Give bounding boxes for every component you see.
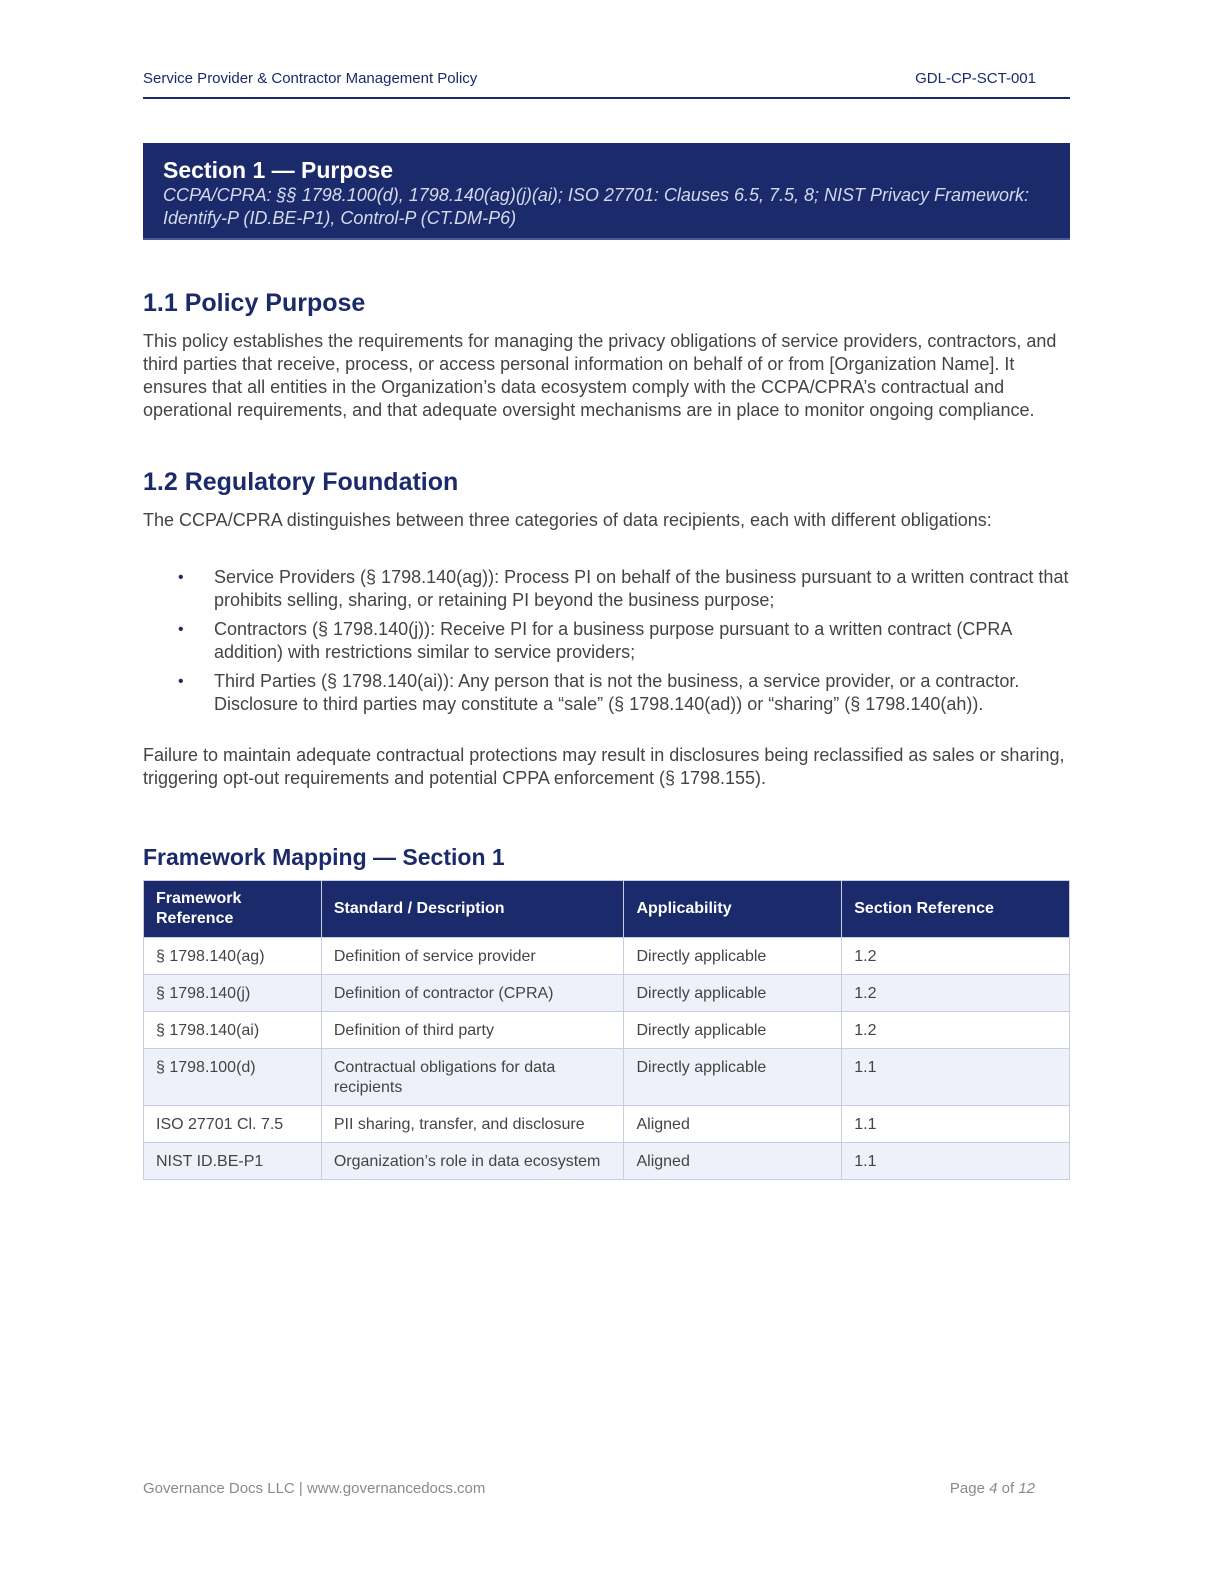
- framework-mapping-table: [143, 880, 1070, 1180]
- bullet-icon: •: [178, 621, 184, 638]
- list-item: [143, 670, 1073, 716]
- table-cell: Definition of third party: [321, 1012, 624, 1049]
- list-item-text: Third Parties (§ 1798.140(ai)): Any person that is not the business, a service provider, or a contractor. Disclosure to third parties may constitute a “sale” (§ 1798.140(ad)) or “sharing” (§ 1798.140(ah)).: [214, 671, 1020, 714]
- table-cell: ISO 27701 Cl. 7.5: [144, 1106, 322, 1143]
- framework-mapping-heading: Framework Mapping — Section 1: [143, 844, 505, 870]
- table-row: [144, 1106, 1070, 1143]
- table-cell: 1.2: [842, 938, 1070, 975]
- list-item: [143, 618, 1073, 664]
- page-total: 12: [1018, 1480, 1035, 1497]
- table-cell: Definition of contractor (CPRA): [321, 975, 624, 1012]
- bullet-icon: •: [178, 569, 184, 586]
- column-header: Standard / Description: [321, 881, 624, 938]
- table-row: [144, 975, 1070, 1012]
- document-title: Service Provider & Contractor Management Policy: [143, 70, 478, 87]
- table-cell: § 1798.140(ag): [144, 938, 322, 975]
- table-cell: 1.1: [842, 1143, 1070, 1180]
- section-title: Section 1 — Purpose: [163, 157, 394, 183]
- page-number: [950, 1480, 1070, 1497]
- table-cell: 1.2: [842, 1012, 1070, 1049]
- table-header-row: [144, 881, 1070, 938]
- table-cell: Definition of service provider: [321, 938, 624, 975]
- table-cell: Aligned: [624, 1106, 842, 1143]
- footer-company: Governance Docs LLC | www.governancedocs.com: [143, 1480, 486, 1497]
- table-row: [144, 1012, 1070, 1049]
- bullet-icon: •: [178, 673, 184, 690]
- column-header: Applicability: [624, 881, 842, 938]
- table-cell: 1.1: [842, 1049, 1070, 1106]
- table-row: [144, 1143, 1070, 1180]
- table-cell: Directly applicable: [624, 1049, 842, 1106]
- column-header: Framework Reference: [144, 881, 322, 938]
- list-item-text: Service Providers (§ 1798.140(ag)): Process PI on behalf of the business pursuant to a written contract that prohibits selling, sharing, or retaining PI beyond the business purpose;: [214, 567, 1069, 610]
- column-header: Section Reference: [842, 881, 1070, 938]
- table-row: [144, 1049, 1070, 1106]
- table-cell: § 1798.140(j): [144, 975, 322, 1012]
- table-cell: Directly applicable: [624, 1012, 842, 1049]
- table-cell: § 1798.140(ai): [144, 1012, 322, 1049]
- table-cell: PII sharing, transfer, and disclosure: [321, 1106, 624, 1143]
- regulatory-closing: Failure to maintain adequate contractual protections may result in disclosures being reclassified as sales or sharing, triggering opt-out requirements and potential CPPA enforcement (§ 1798.155).: [143, 745, 1065, 788]
- page-header: [143, 70, 1070, 99]
- regulatory-intro: The CCPA/CPRA distinguishes between three categories of data recipients, each with different obligations:: [143, 510, 992, 530]
- page-current: 4: [989, 1480, 998, 1497]
- page-label: Page: [949, 1480, 985, 1497]
- table-cell: 1.1: [842, 1106, 1070, 1143]
- table-cell: Directly applicable: [624, 938, 842, 975]
- list-item: [143, 566, 1073, 612]
- table-cell: NIST ID.BE-P1: [144, 1143, 322, 1180]
- document-id: GDL-CP-SCT-001: [915, 70, 1036, 87]
- recipient-categories-list: [143, 566, 1073, 722]
- table-row: [144, 938, 1070, 975]
- policy-purpose-body: This policy establishes the requirements for managing the privacy obligations of service providers, contractors, and third parties that receive, process, or access personal information on behalf of or from [Organization Name]. It ensures that all entities in the Organization’s data ecosystem comply with the CCPA/CPRA’s contractual and operational requirements, and that adequate oversight mechanisms are in place to monitor ongoing compliance.: [143, 331, 1057, 420]
- section-banner: [143, 143, 1070, 240]
- page-footer: [143, 1480, 1070, 1497]
- heading-regulatory-foundation: 1.2 Regulatory Foundation: [143, 468, 459, 496]
- section-citations: CCPA/CPRA: §§ 1798.100(d), 1798.140(ag)(j)(ai); ISO 27701: Clauses 6.5, 7.5, 8; NIST Privacy Framework: Identify-P (ID.BE-P1), Control-P (CT.DM-P6): [163, 185, 1030, 228]
- table-cell: Directly applicable: [624, 975, 842, 1012]
- page-of: of: [1001, 1480, 1015, 1497]
- table-cell: Organization’s role in data ecosystem: [321, 1143, 624, 1180]
- table-cell: Aligned: [624, 1143, 842, 1180]
- table-cell: Contractual obligations for data recipients: [321, 1049, 624, 1106]
- table-cell: § 1798.100(d): [144, 1049, 322, 1106]
- heading-policy-purpose: 1.1 Policy Purpose: [143, 289, 366, 317]
- table-cell: 1.2: [842, 975, 1070, 1012]
- list-item-text: Contractors (§ 1798.140(j)): Receive PI for a business purpose pursuant to a written contract (CPRA addition) with restrictions similar to service providers;: [214, 619, 1012, 662]
